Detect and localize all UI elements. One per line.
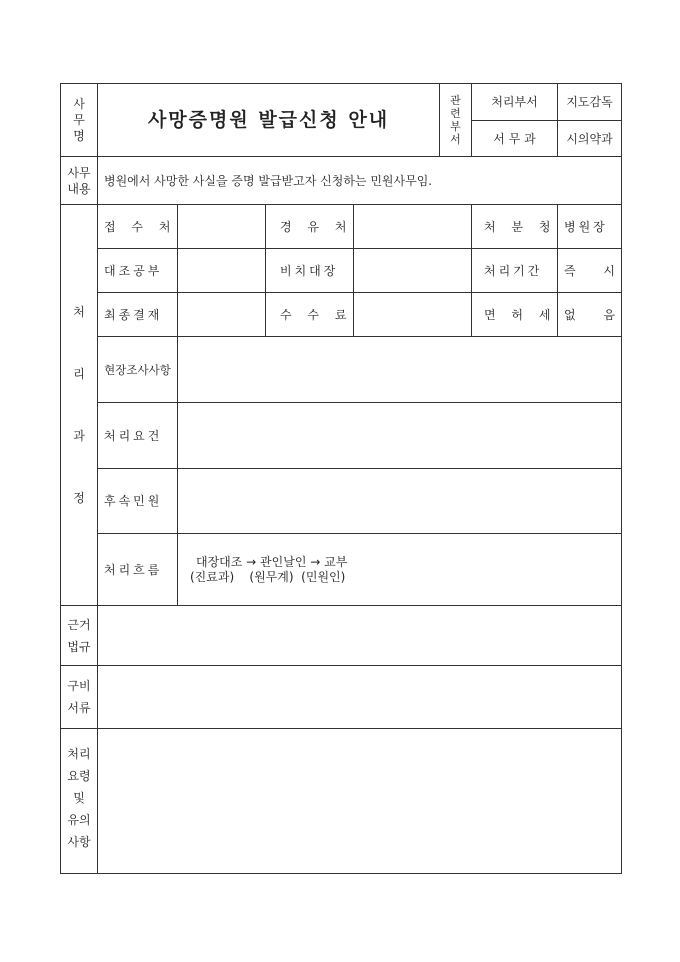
office-value: 시의약과 xyxy=(558,121,622,157)
process-label: 처 리 과 정 xyxy=(61,205,98,606)
application-guide-table xyxy=(60,83,622,874)
dept-label: 처리부서 xyxy=(472,84,558,121)
flow-label: 처리흐름 xyxy=(98,534,178,606)
requirement-label: 처리요건 xyxy=(98,403,178,469)
site-survey-label: 현장조사사항 xyxy=(98,337,178,403)
ledger-compare-label: 대조공부 xyxy=(98,249,178,293)
followup-value xyxy=(178,469,622,534)
office-name-label: 사 무 명 xyxy=(61,84,98,157)
documents-label: 구비 서류 xyxy=(61,666,98,729)
disposal-label: 처 분 청 xyxy=(472,205,558,249)
flow-line-1: 대장대조 → 관인날인 → 교부 xyxy=(196,554,348,569)
via-label: 경 유 처 xyxy=(266,205,354,249)
flow-line-2: (진료과) (원무계) (민원인) xyxy=(190,569,346,584)
final-approval-label: 최종결재 xyxy=(98,293,178,337)
ledger-compare-value xyxy=(178,249,266,293)
period-label: 처리기간 xyxy=(472,249,558,293)
register-value xyxy=(354,249,472,293)
disposal-value: 병원장 xyxy=(558,205,622,249)
license-tax-label: 면 허 세 xyxy=(472,293,558,337)
period-value: 즉 시 xyxy=(558,249,622,293)
notes-label: 처리 요령 및 유의 사항 xyxy=(61,729,98,874)
documents-text xyxy=(98,666,622,729)
flow-text xyxy=(178,534,622,606)
basis-label: 근거 법규 xyxy=(61,606,98,666)
content-text: 병원에서 사망한 사실을 증명 발급받고자 신청하는 민원사무임. xyxy=(98,157,622,205)
register-label: 비치대장 xyxy=(266,249,354,293)
requirement-value xyxy=(178,403,622,469)
page-title: 사망증명원 발급신청 안내 xyxy=(98,84,440,157)
followup-label: 후속민원 xyxy=(98,469,178,534)
site-survey-value xyxy=(178,337,622,403)
final-approval-value xyxy=(178,293,266,337)
fee-value xyxy=(354,293,472,337)
basis-text xyxy=(98,606,622,666)
dept-value: 지도감독 xyxy=(558,84,622,121)
notes-text xyxy=(98,729,622,874)
receipt-label: 접 수 처 xyxy=(98,205,178,249)
license-tax-value: 없 음 xyxy=(558,293,622,337)
office-label: 서 무 과 xyxy=(472,121,558,157)
related-dept-label: 관 련 부 서 xyxy=(440,84,472,157)
content-label: 사무 내용 xyxy=(61,157,98,205)
fee-label: 수 수 료 xyxy=(266,293,354,337)
receipt-value xyxy=(178,205,266,249)
via-value xyxy=(354,205,472,249)
